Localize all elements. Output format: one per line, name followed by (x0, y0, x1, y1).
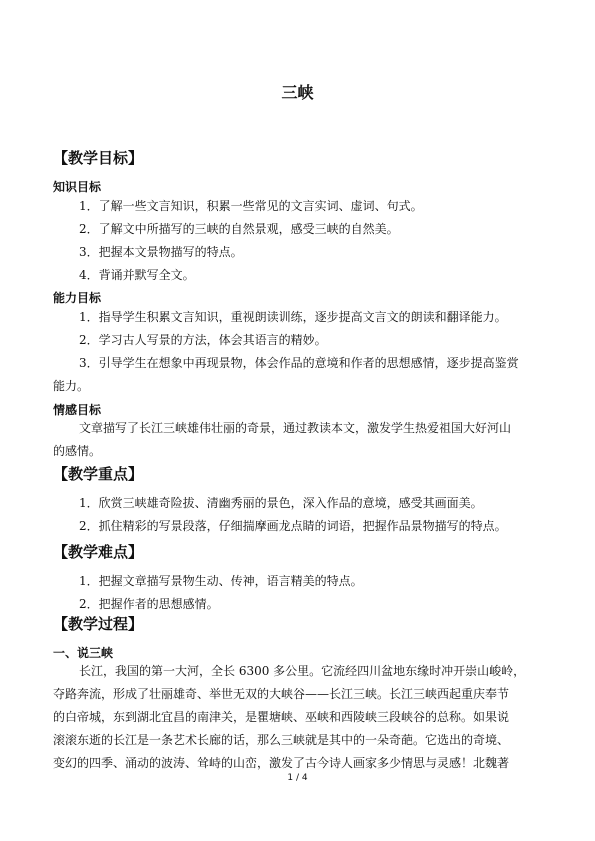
difficulty-item: 1．把握文章描写景物生动、传神，语言精美的特点。 (79, 574, 363, 588)
page-number: 1 / 4 (287, 773, 308, 783)
step1-line: 滚滚东逝的长江是一条艺术长廊的话，那么三峡就是其中的一朵奇葩。它选出的奇境、 (53, 733, 510, 747)
emotion-line: 文章描写了长江三峡雄伟壮丽的奇景，通过教读本文，激发学生热爱祖国大好河山 (79, 421, 512, 435)
key-point-item: 1．欣赏三峡雄奇险拔、清幽秀丽的景色，深入作品的意境，感受其画面美。 (79, 496, 483, 510)
knowledge-item: 1．了解一些文言知识，积累一些常见的文言实词、虚词、句式。 (79, 199, 423, 213)
step1-line: 变幻的四季、涌动的波涛、耸峙的山峦，激发了古今诗人画家多少情思与灵感！北魏著 (53, 756, 510, 770)
knowledge-item: 2．了解文中所描写的三峡的自然景观，感受三峡的自然美。 (79, 222, 399, 236)
ability-heading: 能力目标 (53, 291, 102, 305)
page-title: 三峡 (281, 83, 314, 102)
step1-line: 夺路奔流，形成了壮丽雄奇、举世无双的大峡谷——长江三峡。长江三峡西起重庆奉节 (53, 687, 510, 701)
knowledge-item: 4．背诵并默写全文。 (79, 268, 195, 282)
ability-item: 1．指导学生积累文言知识，重视朗读训练，逐步提高文言文的朗读和翻译能力。 (79, 310, 507, 324)
step1-heading: 一、说三峡 (53, 646, 114, 660)
emotion-heading: 情感目标 (53, 403, 102, 417)
ability-item-continuation: 能力。 (53, 379, 90, 393)
ability-item: 3．引导学生在想象中再现景物，体会作品的意境和作者的思想感情，逐步提高鉴赏 (79, 356, 519, 370)
knowledge-item: 3．把握本文景物描写的特点。 (79, 245, 243, 259)
step1-line: 的白帝城，东到湖北宜昌的南津关，是瞿塘峡、巫峡和西陵峡三段峡谷的总称。如果说 (53, 710, 510, 724)
step1-line: 长江，我国的第一大河，全长 6300 多公里。它流经四川盆地东缘时冲开崇山峻岭， (79, 664, 526, 678)
key-points-heading: 【教学重点】 (53, 465, 144, 483)
key-point-item: 2．抓住精彩的写景段落，仔细揣摩画龙点睛的词语，把握作品景物描写的特点。 (79, 519, 507, 533)
process-heading: 【教学过程】 (53, 615, 144, 633)
difficulties-heading: 【教学难点】 (53, 543, 144, 561)
knowledge-heading: 知识目标 (53, 180, 102, 194)
difficulty-item: 2．把握作者的思想感情。 (79, 597, 219, 611)
emotion-line: 的感情。 (53, 444, 102, 458)
objectives-heading: 【教学目标】 (53, 149, 144, 167)
ability-item: 2．学习古人写景的方法，体会其语言的精妙。 (79, 333, 327, 347)
